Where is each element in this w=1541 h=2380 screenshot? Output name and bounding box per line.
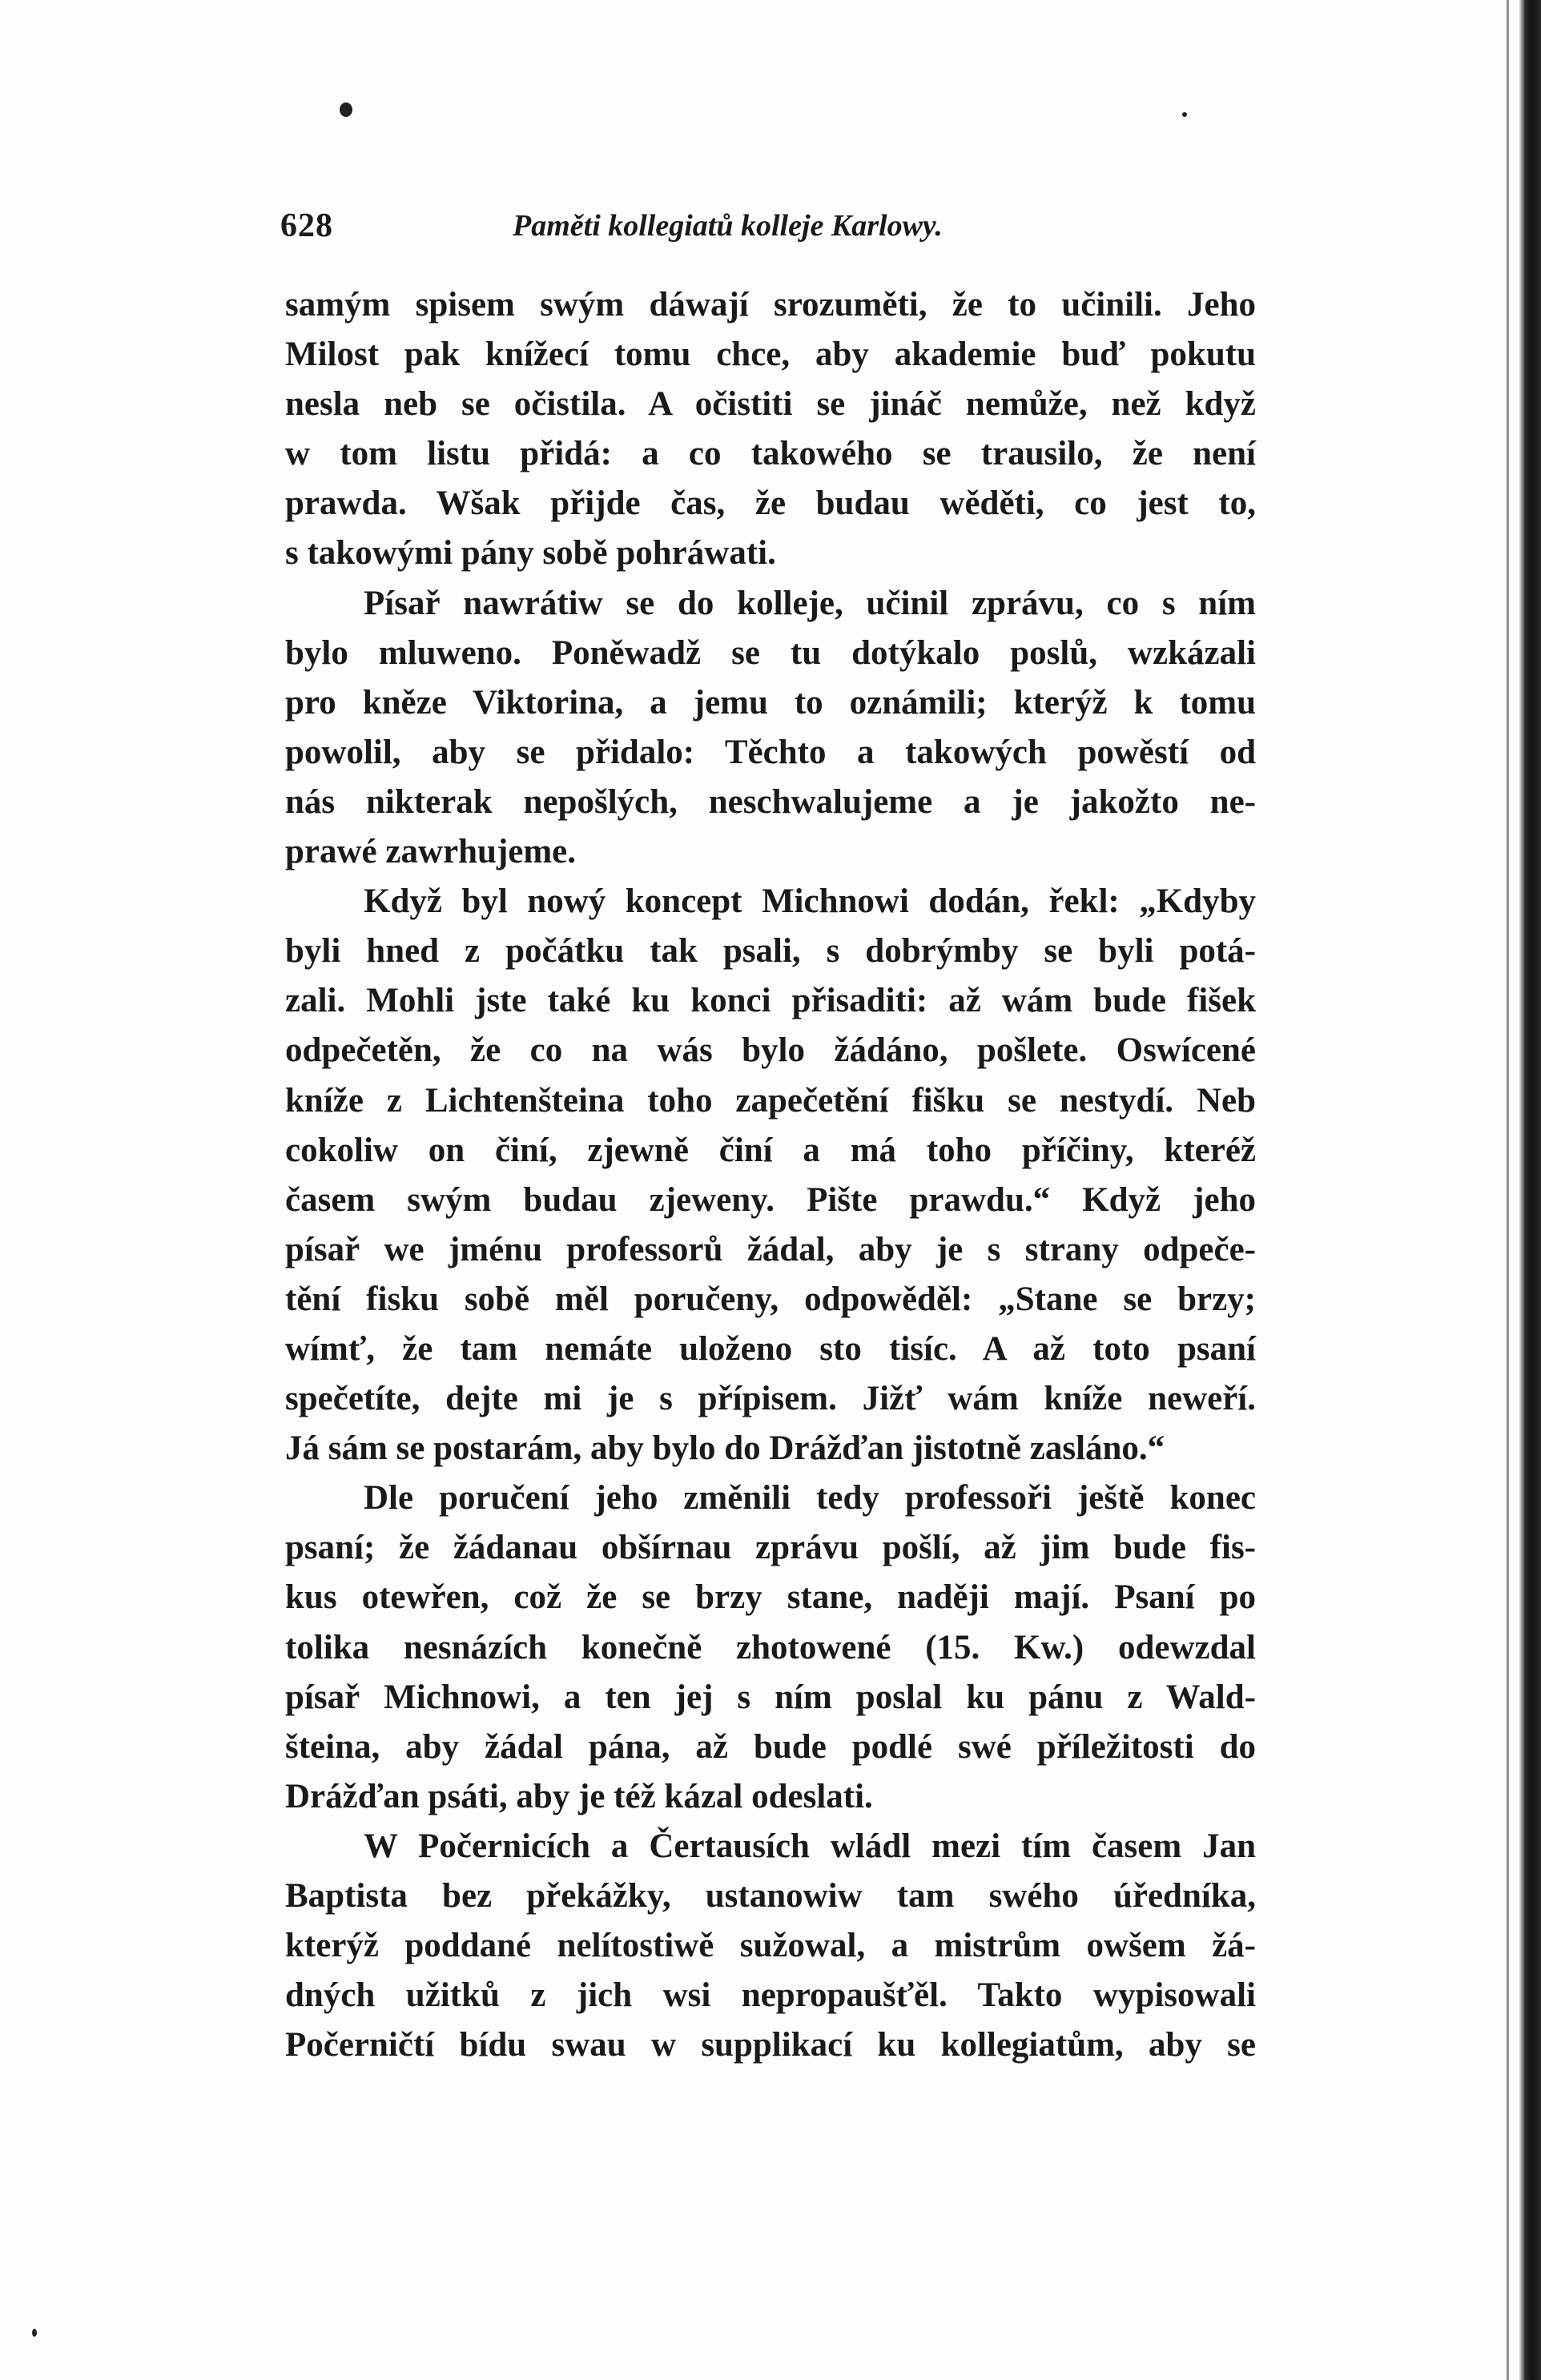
text-line: byli hned z počátku tak psali, s dobrýmby se byli potá-	[285, 932, 1256, 971]
page-header	[280, 207, 1265, 255]
text-line: prawé zawrhujeme.	[285, 833, 577, 871]
text-line: Počerničtí bídu swau w supplikací ku kollegiatům, aby se	[285, 2026, 1256, 2064]
text-line: s takowými pány sobě pohráwati.	[285, 534, 776, 573]
scan-edge-shadow	[1519, 0, 1541, 2380]
text-line: tění fisku sobě měl poručeny, odpowěděl: „Stane se brzy;	[285, 1280, 1256, 1318]
text-line: psaní; že žádanau obšírnau zprávu pošlí, až jim bude fis-	[285, 1529, 1256, 1567]
text-line: Dle poručení jeho změnili tedy professoři ještě konec	[364, 1479, 1256, 1518]
text-line: zali. Mohli jste také ku konci přisaditi: až wám bude fišek	[285, 982, 1256, 1020]
text-line: Když byl nowý koncept Michnowi dodán, řekl: „Kdyby	[364, 882, 1256, 921]
text-line: cokoliw on činí, zjewně činí a má toho příčiny, kteréž	[285, 1131, 1256, 1169]
text-line: Drážďan psáti, aby je též kázal odeslati.	[285, 1777, 873, 1815]
text-line: wímť, že tam nemáte uloženo sto tisíc. A až toto psaní	[285, 1329, 1256, 1368]
text-line: nesla neb se očistila. A očistiti se jináč nemůže, než když	[285, 385, 1256, 424]
text-line: Milost pak knížecí tomu chce, aby akademie buď pokutu	[285, 336, 1256, 374]
body-text	[285, 280, 1256, 2070]
text-line: časem swým budau zjeweny. Pište prawdu.“ Když jeho	[285, 1180, 1256, 1219]
text-line: samým spisem swým dáwají srozuměti, že to učinili. Jeho	[285, 286, 1256, 324]
ink-speck	[340, 103, 352, 117]
ink-speck	[1182, 112, 1187, 117]
text-line: nás nikterak nepošlých, neschwalujeme a je jakožto ne-	[285, 782, 1256, 821]
page-number: 628	[280, 207, 333, 244]
paragraph-5	[285, 1822, 1256, 2070]
text-line: dných užitků z jich wsi nepropaušťěl. Takto wypisowali	[285, 1976, 1256, 2015]
text-line: kníže z Lichtenšteina toho zapečetění fišku se nestydí. Neb	[285, 1081, 1256, 1120]
text-line: powolil, aby se přidalo: Těchto a takowých powěstí od	[285, 733, 1256, 771]
paragraph-2	[285, 579, 1256, 878]
running-head: Paměti kollegiatů kolleje Karlowy.	[513, 209, 943, 243]
text-line: tolika nesnázích konečně zhotowené (15. Kw.) odewzdal	[285, 1628, 1256, 1666]
text-line: Baptista bez překážky, ustanowiw tam swého úředníka,	[285, 1877, 1256, 1915]
text-line: bylo mluweno. Poněwadž se tu dotýkalo poslů, wzkázali	[285, 633, 1256, 672]
text-line: písař we jménu professorů žádal, aby je s strany odpeče-	[285, 1230, 1256, 1268]
text-line: písař Michnowi, a ten jej s ním poslal ku pánu z Wald-	[285, 1678, 1256, 1716]
paragraph-3	[285, 877, 1256, 1473]
text-line: pro kněze Viktorina, a jemu to oznámili; kterýž k tomu	[285, 683, 1256, 722]
text-line: Písař nawrátiw se do kolleje, učinil zprávu, co s ním	[364, 584, 1256, 622]
text-line: Já sám se postarám, aby bylo do Drážďan jistotně zasláno.“	[285, 1429, 1165, 1468]
text-line: kus otewřen, což že se brzy stane, naději mají. Psaní po	[285, 1578, 1256, 1617]
paragraph-1	[285, 280, 1256, 579]
text-line: odpečetěn, že co na wás bylo žádáno, pošlete. Oswícené	[285, 1031, 1256, 1070]
ink-speck	[32, 2329, 37, 2337]
scan-edge-line	[1507, 0, 1509, 2380]
text-line: w tom listu přidá: a co takowého se trausilo, že není	[285, 435, 1256, 473]
text-line: spečetíte, dejte mi je s přípisem. Jižť wám kníže neweří.	[285, 1380, 1256, 1418]
paragraph-4	[285, 1473, 1256, 1822]
text-line: šteina, aby žádal pána, až bude podlé swé příležitosti do	[285, 1727, 1256, 1766]
text-line: W Počernicích a Čertausích wládl mezi tím časem Jan	[364, 1827, 1256, 1865]
text-line: prawda. Wšak přijde čas, že budau wěděti, co jest to,	[285, 484, 1256, 523]
text-line: kterýž poddané nelítostiwě sužowal, a mistrům owšem žá-	[285, 1927, 1256, 1965]
